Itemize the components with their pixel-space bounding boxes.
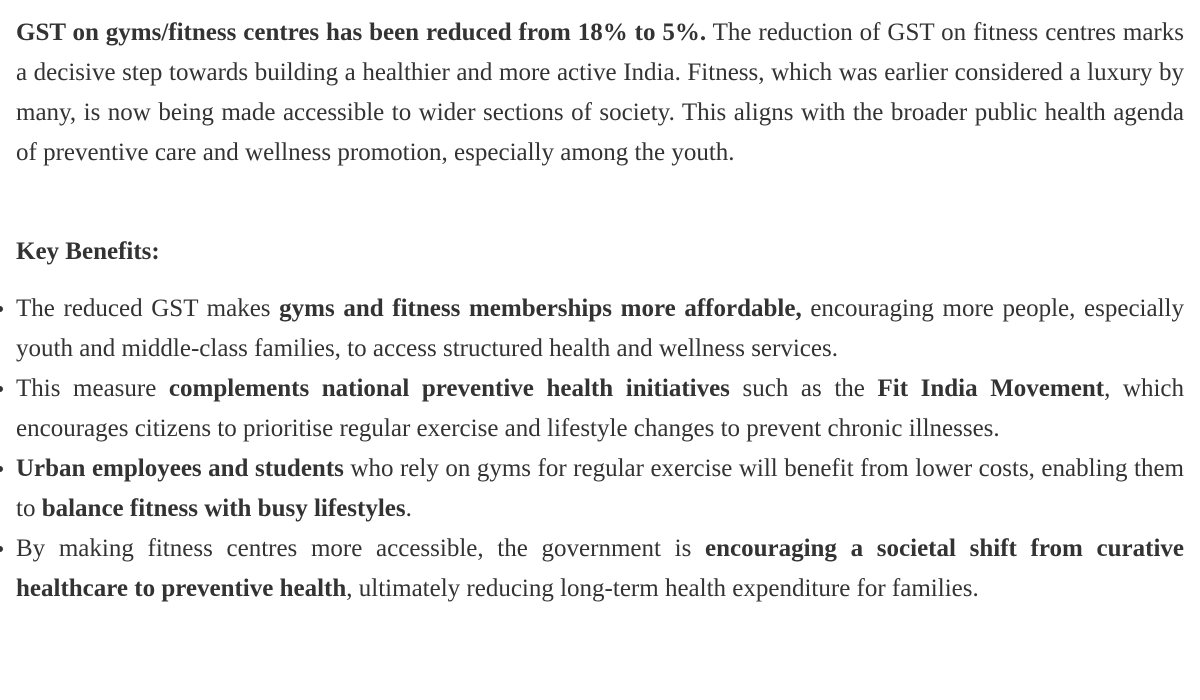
benefit-bold: complements national preventive health initiatives xyxy=(168,375,730,402)
bullet-icon xyxy=(0,466,3,472)
benefit-text: The reduced GST makes xyxy=(16,295,280,322)
benefit-text: By making fitness centres more accessible, the government is xyxy=(16,535,705,562)
benefit-item-urban-employees xyxy=(0,449,1184,529)
benefit-text: such as the xyxy=(729,375,878,402)
intro-text: The reduction of GST on fitness centres marks a decisive step towards building a healthier and more active India. Fitness, which was earlier considered a luxury by many, is now being made accessible to wider sections of society. This aligns with the broader public health agenda of preventive care and wellness promotion, especially among the youth. xyxy=(16,19,1184,166)
benefit-text: encouraging more people, especially youth and middle-class families, to access structured health and wellness services. xyxy=(16,295,1184,362)
benefit-item-societal-shift xyxy=(0,529,1184,609)
key-benefits-heading: Key Benefits: xyxy=(16,238,160,265)
bullet-icon xyxy=(0,306,3,312)
benefit-text: , which encourages citizens to prioritise regular exercise and lifestyle changes to prevent chronic illnesses. xyxy=(16,375,1185,442)
benefit-bold: Urban employees and students xyxy=(16,455,344,482)
benefit-text: This measure xyxy=(16,375,169,402)
bullet-icon xyxy=(0,386,3,392)
benefit-bold: gyms and fitness memberships more affordable, xyxy=(279,295,802,322)
benefit-item-affordability xyxy=(0,289,1184,369)
benefits-list xyxy=(0,289,1200,609)
benefit-bold: encouraging a societal shift from curative healthcare to preventive health xyxy=(16,535,1184,602)
benefit-bold: Fit India Movement xyxy=(877,375,1105,402)
intro-paragraph xyxy=(16,13,1184,173)
benefit-text: , ultimately reducing long-term health expenditure for families. xyxy=(346,575,979,602)
benefit-item-preventive-initiatives xyxy=(0,369,1184,449)
benefit-text: . xyxy=(405,495,412,522)
bullet-icon xyxy=(0,546,3,552)
benefit-bold: balance fitness with busy lifestyles xyxy=(41,495,406,522)
intro-bold-lead: GST on gyms/fitness centres has been reduced from 18% to 5%. xyxy=(16,19,707,46)
benefit-text: who rely on gyms for regular exercise will benefit from lower costs, enabling them to xyxy=(16,455,1185,522)
